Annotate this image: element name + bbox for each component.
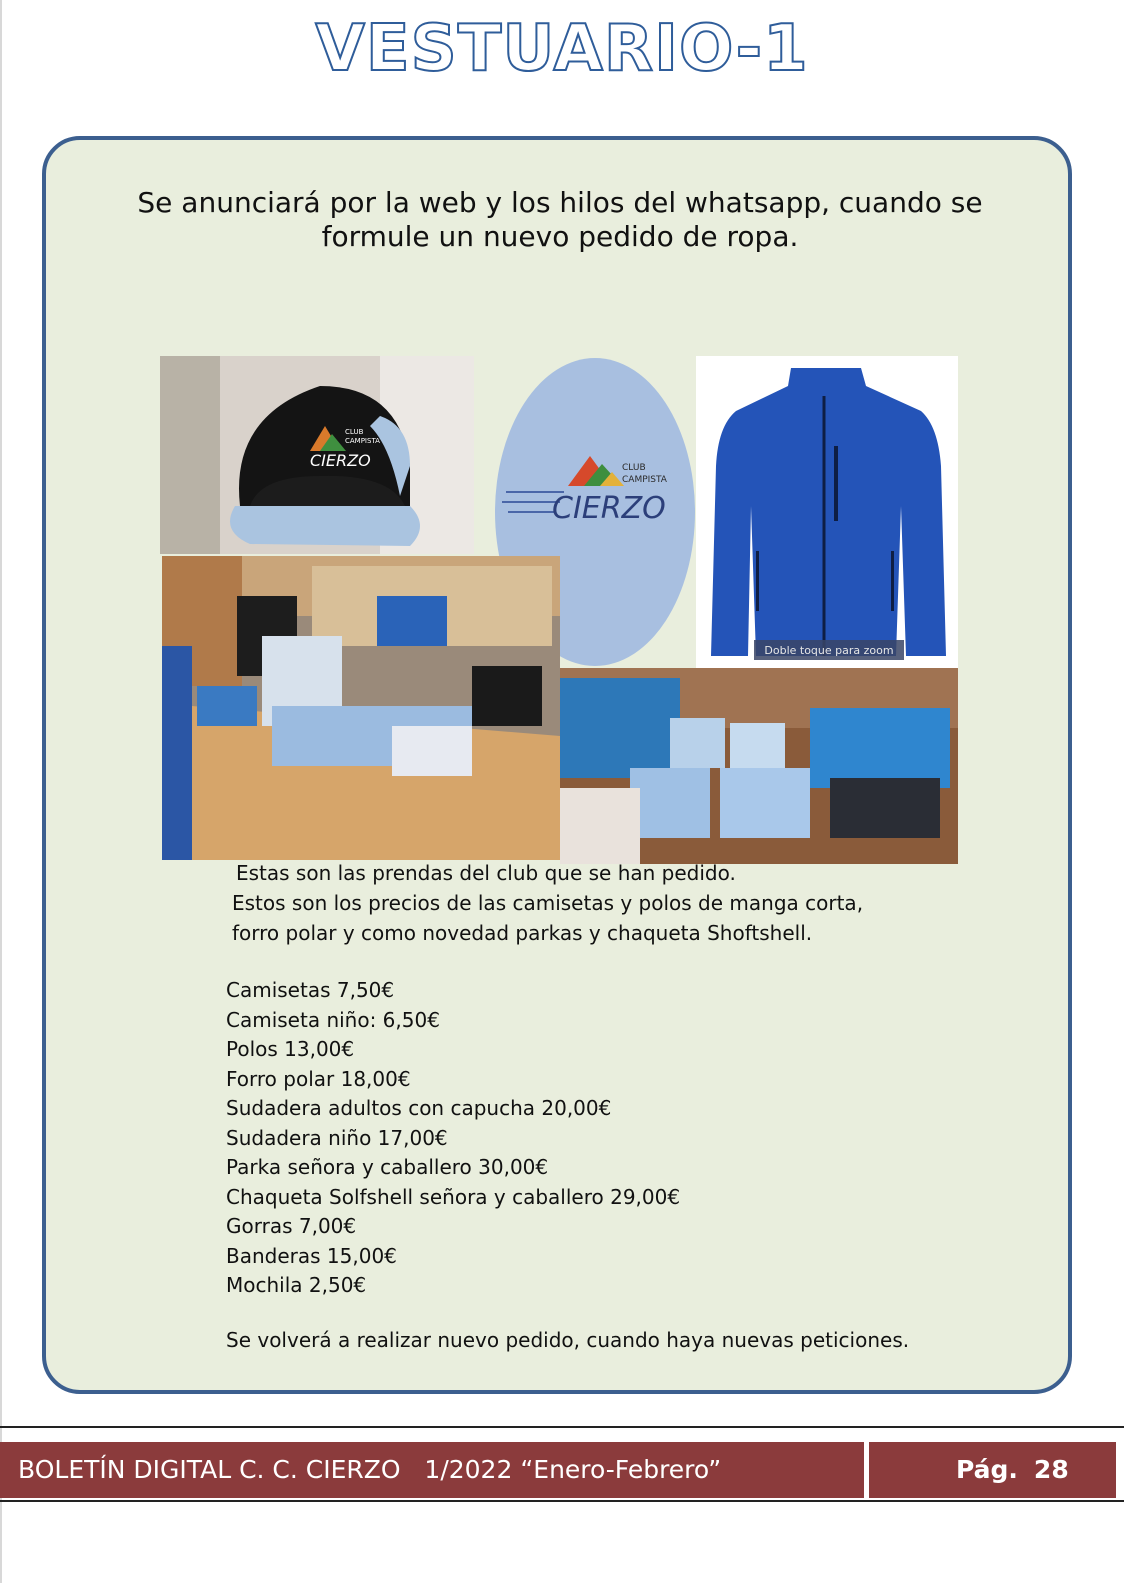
patch-logo-line3: CIERZO [552,491,666,526]
description-line: forro polar y como novedad parkas y chaqueta Shoftshell. [232,921,813,945]
price-item: Polos 13,00€ [226,1037,355,1061]
page-number-label [956,1442,1069,1498]
description-line: Estas son las prendas del club que se han pedido. [236,861,736,885]
page-label: Pág. [956,1455,1018,1484]
price-list [226,976,680,1301]
price-item: Gorras 7,00€ [226,1214,357,1238]
price-item: Forro polar 18,00€ [226,1066,411,1091]
jacket-zoom-caption: Doble toque para zoom [764,644,894,657]
footer-rule-top [0,1426,1124,1428]
footer-title: BOLETÍN DIGITAL C. C. CIERZO 1/2022 “Enero-Febrero” [18,1455,722,1484]
footer-separator [864,1442,869,1498]
closing-note: Se volverá a realizar nuevo pedido, cuando haya nuevas peticiones. [226,1328,910,1352]
cap-logo-line3: CIERZO [310,451,371,470]
cap-logo-line2: CAMPISTA [345,437,380,445]
page-edge-rule [0,0,2,1583]
page-title: VESTUARIO-1 [315,12,809,86]
intro-text: Se anunciará por la web y los hilos del whatsapp, cuando se formule un nuevo pedido de ropa. [137,186,983,253]
price-item: Camisetas 7,50€ [226,978,395,1002]
price-item: Camiseta niño: 6,50€ [226,1007,440,1032]
price-item: Banderas 15,00€ [226,1243,397,1268]
description-line: Estos son los precios de las camisetas y polos de manga corta, [232,891,864,915]
price-item: Chaqueta Solfshell señora y caballero 29,00€ [226,1184,681,1209]
footer-rule-bottom [0,1500,1124,1502]
patch-logo-line1: CLUB [622,463,646,473]
photo-clothes-table [162,556,560,860]
price-item: Parka señora y caballero 30,00€ [226,1155,549,1179]
price-item: Sudadera adultos con capucha 20,00€ [226,1096,612,1120]
photo-jacket [696,356,958,668]
cap-logo-line1: CLUB [345,428,364,436]
price-item: Sudadera niño 17,00€ [226,1125,448,1150]
photo-cap [160,356,474,554]
patch-logo-line2: CAMPISTA [622,475,667,485]
photo-folded-shirts [560,668,958,864]
description [232,858,863,948]
price-item: Mochila 2,50€ [226,1273,367,1297]
page-number: 28 [1033,1455,1069,1484]
